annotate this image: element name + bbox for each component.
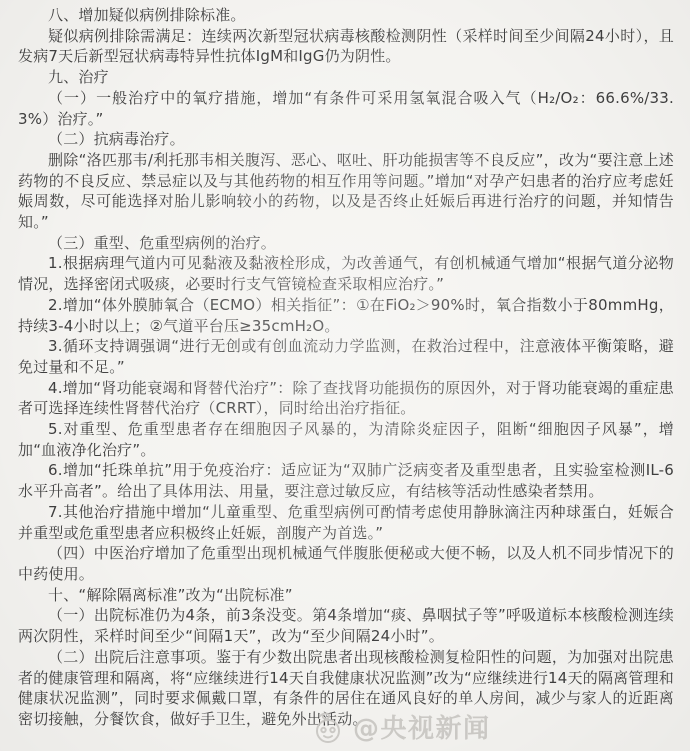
- section-8-heading: 八、增加疑似病例排除标准。: [48, 6, 246, 24]
- para-9-3-item-1-airway: 1.根据病理气道内可见黏液及黏液栓形成，为改善通气，有创机械通气增加“根据气道分泌物情况，选择密闭式吸痰，必要时行支气管镜检查采取相应治疗。”: [18, 254, 674, 294]
- para-10-1-discharge-criteria: （一）出院标准仍为4条，前3条没变。第4条增加“痰、鼻咽拭子等”呼吸道标本核酸检测连续两次阴性，采样时间至少“间隔1天”，改为“至少间隔24小时”。: [18, 606, 674, 646]
- para-9-3-item-4-renal: 4.增加“肾功能衰竭和肾替代治疗”：除了查找肾功能损伤的原因外，对于肾功能衰竭的重症患者可选择连续性肾替代治疗（CRRT），同时给出治疗指征。: [18, 378, 674, 418]
- para-9-3-item-2-ecmo: 2.增加“体外膜肺氧合（ECMO）相关指征”：①在FiO₂＞90%时，氧合指数小于80mmHg，持续3-4小时以上；②气道平台压≥35cmH₂O。: [18, 295, 674, 335]
- watermark-handle: @央视新闻: [353, 714, 491, 744]
- cctv-news-logo-icon: [310, 709, 350, 745]
- para-10-2-post-discharge: （二）出院后注意事项。鉴于有少数出院患者出现核酸检测复检阳性的问题，为加强对出院患者的健康管理和隔离，将“应继续进行14天自我健康状况监测”改为“应继续进行14天的隔离管理和健康状况监测”，同时要求佩戴口罩，有条件的居住在通风良好的单人房间，减少与家人的近距离密切接触，分餐饮食，做好手卫生，避免外出活动。: [18, 647, 674, 728]
- para-suspected-case-exclusion: 疑似病例排除需满足：连续两次新型冠状病毒核酸检测阴性（采样时间至少间隔24小时），且发病7天后新型冠状病毒特异性抗体IgM和IgG仍为阴性。: [18, 26, 674, 66]
- para-9-3-item-7-other: 7.其他治疗措施中增加“儿童重型、危重型病例可酌情考虑使用静脉滴注丙种球蛋白，妊娠合并重型或危重型患者应积极终止妊娠，剖腹产为首选。”: [18, 502, 674, 542]
- watermark: [310, 708, 491, 745]
- section-9-heading: 九、治疗: [48, 68, 109, 87]
- para-9-4-tcm: （四）中医治疗增加了危重型出现机械通气伴腹胀便秘或大便不畅，以及人机不同步情况下的中药使用。: [18, 544, 674, 583]
- para-9-1-oxygen-therapy: （一）一般治疗中的氧疗措施，增加“有条件可采用氢氧混合吸入气（H₂/O₂：66.6%/33.3%）治疗。”: [18, 88, 674, 128]
- para-9-2-antiviral-heading: （二）抗病毒治疗。: [48, 130, 185, 149]
- para-9-3-item-3-circulation: 3.循环支持调强调“进行无创或有创血流动力学监测，在救治过程中，注意液体平衡策略，避免过量和不足。”: [18, 337, 674, 376]
- section-10-heading: 十、“解除隔离标准”改为“出院标准”: [48, 585, 293, 604]
- para-9-2-antiviral-detail: 删除“洛匹那韦/利托那韦相关腹泻、恶心、呕吐、肝功能损害等不良反应”，改为“要注意上述药物的不良反应、禁忌症以及与其他药物的相互作用等问题。”增加“对孕产妇患者的治疗应考虑妊娠周数，尽可能选择对胎儿影响较小的药物，以及是否终止妊娠后再进行治疗的问题，并知情告知。”: [18, 150, 674, 232]
- para-9-3-item-5-blood-purification: 5.对重型、危重型患者存在细胞因子风暴的，为清除炎症因子，阻断“细胞因子风暴”，增加“血液净化治疗”。: [18, 420, 674, 459]
- para-9-3-item-6-tocilizumab: 6.增加“托珠单抗”用于免疫治疗：适应证为“双肺广泛病变者及重型患者，且实验室检测IL-6水平升高者”。给出了具体用法、用量，要注意过敏反应，有结核等活动性感染者禁用。: [18, 461, 674, 501]
- para-9-3-severe-cases-heading: （三）重型、危重型病例的治疗。: [48, 233, 277, 252]
